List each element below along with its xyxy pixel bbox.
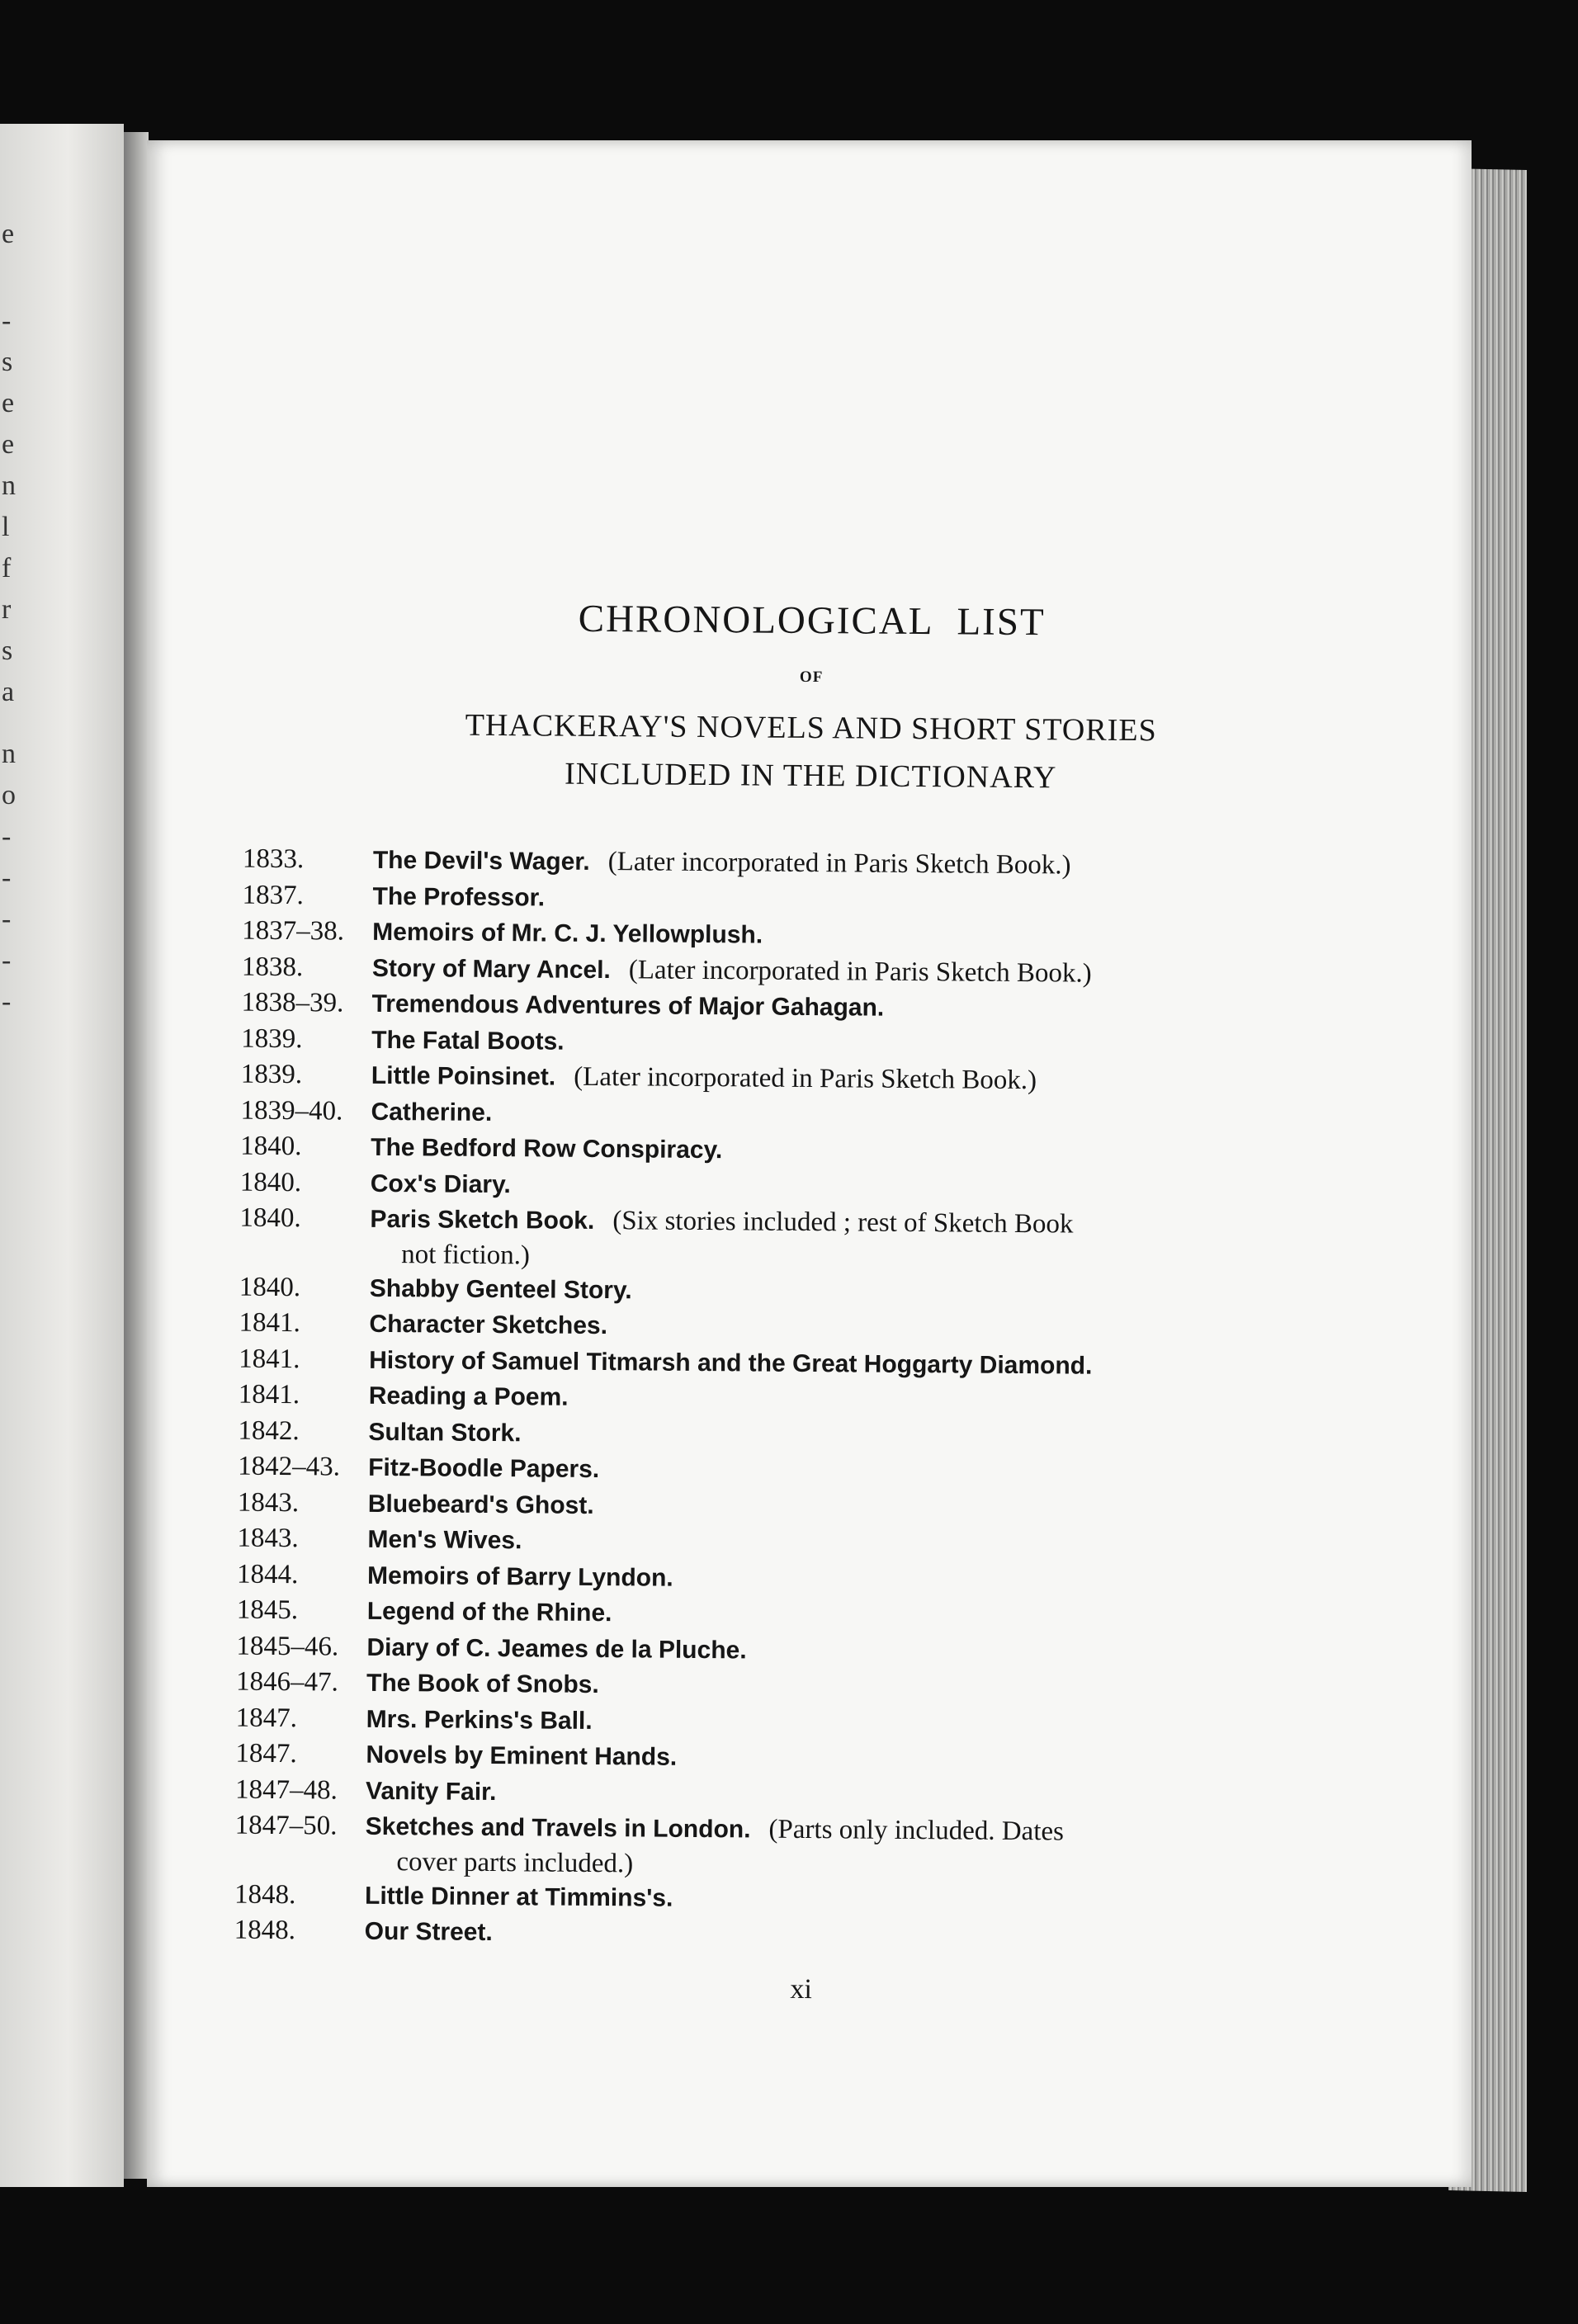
entry-date: 1841. (239, 1307, 300, 1339)
entry-date: 1841. (238, 1379, 300, 1410)
entry-date: 1847–48. (234, 1774, 338, 1806)
entry-title: Character Sketches. (369, 1310, 608, 1340)
previous-page-text-fragment: - (2, 821, 12, 852)
entry-date: 1843. (237, 1523, 299, 1554)
entry-date: 1838–39. (241, 987, 344, 1018)
previous-page-text-fragment: s (2, 347, 13, 377)
entry-date: 1838. (241, 952, 304, 982)
entry-title: Reading a Poem. (368, 1382, 569, 1411)
entry-date: 1842. (238, 1415, 300, 1446)
entry-date: 1837. (242, 880, 304, 910)
entry-body (370, 1202, 1379, 1278)
entry-date: 1844. (236, 1559, 299, 1589)
entry-date: 1847. (235, 1703, 298, 1733)
entry-title: The Devil's Wager. (372, 846, 590, 876)
previous-page-edge (0, 124, 124, 2187)
entry-title: Cox's Diary. (370, 1169, 511, 1198)
entry-title: The Professor. (372, 882, 546, 911)
entry-body (365, 1914, 1373, 1958)
entry-note-continued: not fiction.) (401, 1239, 531, 1270)
entry-date: 1846–47. (235, 1666, 338, 1698)
entry-body (365, 1809, 1374, 1886)
previous-page-text-fragment: s (2, 635, 13, 666)
chronological-list (234, 842, 1382, 1958)
entry-note: (Later incorporated in Paris Sketch Book.) (607, 847, 1071, 881)
title-subtitle-1: THACKERAY'S NOVELS AND SHORT STORIES (465, 707, 1157, 749)
previous-page-text-fragment: - (2, 945, 12, 975)
entry-date: 1837–38. (242, 915, 345, 947)
entry-title: Diary of C. Jeames de la Pluche. (366, 1633, 747, 1664)
entry-date: 1848. (234, 1915, 296, 1946)
entry-date: 1847. (235, 1738, 297, 1769)
entry-title: Story of Mary Ancel. (371, 954, 611, 984)
entry-title: Mrs. Perkins's Ball. (366, 1705, 593, 1735)
previous-page-text-fragment: a (2, 677, 15, 707)
title-word-chronological: CHRONOLOGICAL (578, 597, 934, 644)
entry-title: Bluebeard's Ghost. (367, 1490, 594, 1519)
previous-page-text-fragment: e (2, 429, 15, 460)
entry-title: Catherine. (371, 1098, 493, 1127)
previous-page-text-fragment: - (2, 986, 12, 1017)
entry-title: Men's Wives. (367, 1525, 522, 1555)
book-page (147, 140, 1472, 2187)
entry-title: Shabby Genteel Story. (369, 1274, 632, 1304)
page-title (149, 593, 1474, 649)
entry-title: Memoirs of Mr. C. J. Yellowplush. (372, 918, 763, 949)
title-of: OF (799, 668, 824, 687)
entry-title: Legend of the Rhine. (366, 1597, 612, 1627)
entry-title: Sketches and Travels in London. (365, 1812, 751, 1844)
entry-date: 1839. (240, 1059, 303, 1090)
entry-date: 1848. (234, 1879, 296, 1910)
entry-title: Tremendous Adventures of Major Gahagan. (371, 990, 885, 1022)
entry-date: 1843. (237, 1487, 300, 1518)
entry-date: 1845. (236, 1594, 299, 1626)
page-number: xi (790, 1973, 813, 2005)
previous-page-text-fragment: e (2, 219, 15, 249)
previous-page-text-fragment: o (2, 780, 16, 810)
entry-note: (Parts only included. Dates (768, 1814, 1065, 1847)
previous-page-text-fragment: n (2, 470, 16, 501)
previous-page-text-fragment: - (2, 862, 12, 893)
entry-title: The Book of Snobs. (366, 1669, 599, 1699)
entry-title: Paris Sketch Book. (370, 1205, 595, 1235)
previous-page-text-fragment: n (2, 739, 16, 769)
entry-note-continued: cover parts included.) (396, 1846, 634, 1878)
entry-date: 1847–50. (234, 1810, 338, 1841)
entry-title: Memoirs of Barry Lyndon. (366, 1561, 673, 1592)
entry-title: Novels by Eminent Hands. (366, 1741, 678, 1771)
title-word-list: LIST (957, 600, 1046, 645)
previous-page-text-fragment: e (2, 388, 15, 418)
entry-title: Fitz-Boodle Papers. (368, 1453, 600, 1484)
entry-date: 1841. (239, 1344, 300, 1374)
title-subtitle-2: INCLUDED IN THE DICTIONARY (564, 756, 1057, 796)
entry-title: Sultan Stork. (368, 1418, 522, 1447)
entry-note: (Six stories included ; rest of Sketch Book (612, 1206, 1074, 1240)
previous-page-text-fragment: f (2, 553, 12, 583)
entry-date: 1833. (242, 843, 305, 875)
entry-title: Vanity Fair. (365, 1777, 497, 1806)
entry-title: The Bedford Row Conspiracy. (371, 1133, 723, 1164)
entry-date: 1842–43. (238, 1451, 341, 1482)
entry-date: 1840. (239, 1167, 302, 1197)
list-item (239, 1201, 1379, 1278)
previous-page-text-fragment: r (2, 594, 12, 625)
entry-note: (Later incorporated in Paris Sketch Book.) (628, 954, 1092, 989)
entry-title: Little Dinner at Timmins's. (364, 1882, 673, 1912)
entry-date: 1840. (239, 1202, 301, 1234)
entry-date: 1840. (240, 1131, 302, 1162)
entry-date: 1839–40. (240, 1095, 343, 1127)
list-item (234, 1808, 1374, 1886)
entry-date: 1840. (239, 1272, 301, 1302)
entry-title: Little Poinsinet. (371, 1061, 556, 1091)
entry-title: The Fatal Boots. (371, 1026, 565, 1056)
entry-title: History of Samuel Titmarsh and the Great Hoggarty Diamond. (369, 1346, 1093, 1380)
previous-page-text-fragment: - (2, 305, 12, 336)
entry-date: 1845–46. (236, 1631, 339, 1662)
previous-page-text-fragment: l (2, 512, 10, 542)
previous-page-text-fragment: - (2, 904, 12, 934)
entry-title: Our Street. (364, 1917, 493, 1947)
entry-note: (Later incorporated in Paris Sketch Book.) (574, 1061, 1037, 1096)
entry-date: 1839. (241, 1023, 303, 1054)
